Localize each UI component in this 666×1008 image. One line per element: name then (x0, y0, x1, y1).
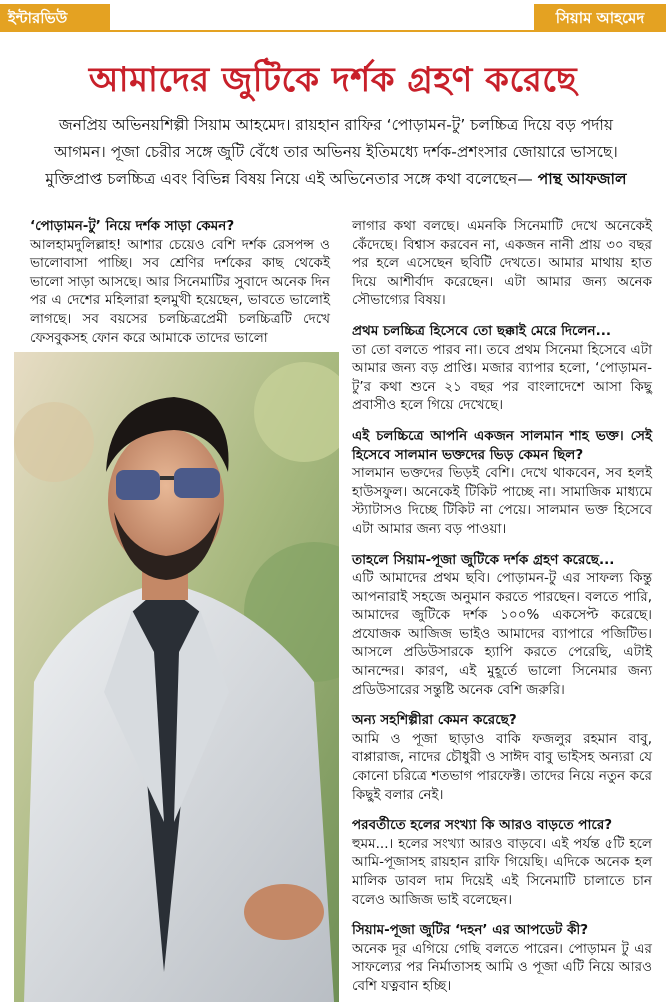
section-label: ইন্টারভিউ (0, 4, 110, 32)
left-column (30, 217, 330, 359)
answer-6: হুমম...। হলের সংখ্যা আরও বাড়বে। এই পর্যন্ত ৫টি হলে আমি-পূজাসহ রায়হান রাফি গিয়েছি। এদিকে অনেক হল মালিক ডাবল দাম দিয়েই এই সিনেমাটি চালাতে চান বলেও আজিজ ভাই বলেছেন। (352, 835, 652, 908)
question-7: সিয়াম-পূজা জুটির ‘দহন’ এর আপডেট কী? (352, 922, 589, 939)
answer-2: তা তো বলতে পারব না। তবে প্রথম সিনেমা হিসেবে এটা আমার জন্য বড় প্রাপ্তি। মজার ব্যাপার হলো, ‘পোড়ামন-টু’র কথা শুনে ২১ বছর পর বাংলাদেশে আসা কিছু প্রবাসীও হলে গিয়ে দেখেছে। (352, 341, 652, 414)
answer-4: এটি আমাদের প্রথম ছবি। পোড়ামন-টু এর সাফল্য কিন্তু আপনারাই সহজে অনুমান করতে পারছেন। বলতে পারি, আমাদের জুটিকে দর্শক ১০০% একসেপ্ট করেছে। প্রযোজক আজিজ ভাইও আমাদের ব্যাপারে পজিটিভ। আসলে প্রডিউসারকে হ্যাপি করতে পেরেছি, এটাই আনন্দের। কারণ, এই মুহূর্তে ভালো সিনেমার জন্য প্রডিউসারের সন্তুষ্টি অনেক বেশি জরুরি। (352, 570, 652, 698)
header-rule (110, 30, 534, 32)
question-1: ‘পোড়ামন-টু’ নিয়ে দর্শক সাড়া কেমন? (30, 218, 235, 234)
byline: পান্থ আফজাল (537, 170, 627, 188)
portrait-photo (14, 352, 339, 1002)
intro-paragraph (34, 112, 638, 193)
right-column (352, 217, 652, 1008)
portrait-illustration (14, 352, 339, 1002)
name-label: সিয়াম আহমেদ (534, 4, 666, 32)
question-4: তাহলে সিয়াম-পূজা জুটিকে দর্শক গ্রহণ করেছে... (352, 551, 615, 568)
answer-1: আলহামদুলিল্লাহ! আশার চেয়েও বেশি দর্শক রেসপন্স ও ভালোবাসা পাচ্ছি। সব শ্রেণির দর্শকের কাছ থেকেই ভালো সাড়া আসছে। আর সিনেমাটির সুবাদে অনেক দিন পর এ দেশের মহিলারা হলমুখী হয়েছেন, ভাবতে ভালোই লাগছে। সব বয়সের চলচ্চিত্রপ্রেমী চলচ্চিত্রটি দেখে ফেসবুকসহ ফোন করে আমাকে তাদের ভালো (30, 236, 330, 346)
page-title: আমাদের জুটিকে দর্শক গ্রহণ করেছে (88, 60, 578, 100)
question-3: এই চলচ্চিত্রে আপনি একজন সালমান শাহ ভক্ত। সেই হিসেবে সালমান ভক্তদের ভিড় কেমন ছিল? (352, 427, 652, 463)
answer-1-continued: লাগার কথা বলছে। এমনকি সিনেমাটি দেখে অনেকেই কেঁদেছে। বিশ্বাস করবেন না, একজন নানী প্রায় ৩০ বছর পর হলে এসেছেন ছবিটি দেখতে। আমার মাথায় হাত দিয়ে আশীর্বাদ করেছেন। এটা আমার জন্য অনেক সৌভাগ্যের বিষয়। (352, 218, 652, 309)
question-5: অন্য সহশিল্পীরা কেমন করেছে? (352, 712, 517, 729)
intro-text: জনপ্রিয় অভিনয়শিল্পী সিয়াম আহমেদ। রায়হান রাফির ‘পোড়ামন-টু’ চলচ্চিত্র দিয়ে বড় পর্দায় আগমন। পূজা চেরীর সঙ্গে জুটি বেঁধে তার অভিনয় ইতিমধ্যে দর্শক-প্রশংসার জোয়ারে ভাসছে। মুক্তিপ্রাপ্ত চলচ্চিত্র এবং বিভিন্ন বিষয় নিয়ে এই অভিনেতার সঙ্গে কথা বলেছেন— (45, 116, 618, 188)
question-2: প্রথম চলচ্চিত্র হিসেবে তো ছক্কাই মেরে দিলেন... (352, 322, 611, 339)
answer-5: আমি ও পূজা ছাড়াও বাকি ফজলুর রহমান বাবু, বাপ্পারাজ, নাদের চৌধুরী ও সাঈদ বাবু ভাইসহ অন্যরা যে কোনো চরিত্রে শতভাগ পারফেক্ট। তাদের নিয়ে নতুন করে কিছুই বলার নেই। (352, 730, 652, 803)
question-6: পরবর্তীতে হলের সংখ্যা কি আরও বাড়তে পারে? (352, 817, 613, 834)
answer-7: অনেক দূর এগিয়ে গেছি বলতে পারেন। পোড়ামন টু এর সাফল্যের পর নির্মাতাসহ আমি ও পূজা এটি নিয়ে আরও বেশি যত্নবান হচ্ছি। (352, 940, 652, 994)
header-bar (0, 0, 666, 36)
answer-3: সালমান ভক্তদের ভিড়ই বেশি। দেখে থাকবেন, সব হলই হাউসফুল। অনেকেই টিকিট পাচ্ছে না। সামাজিক মাধ্যমে স্ট্যাটাসও দিচ্ছে টিকিট না পেয়ে। সালমান ভক্ত হিসেবে এটা আমার জন্য বড় পাওয়া। (352, 465, 652, 537)
